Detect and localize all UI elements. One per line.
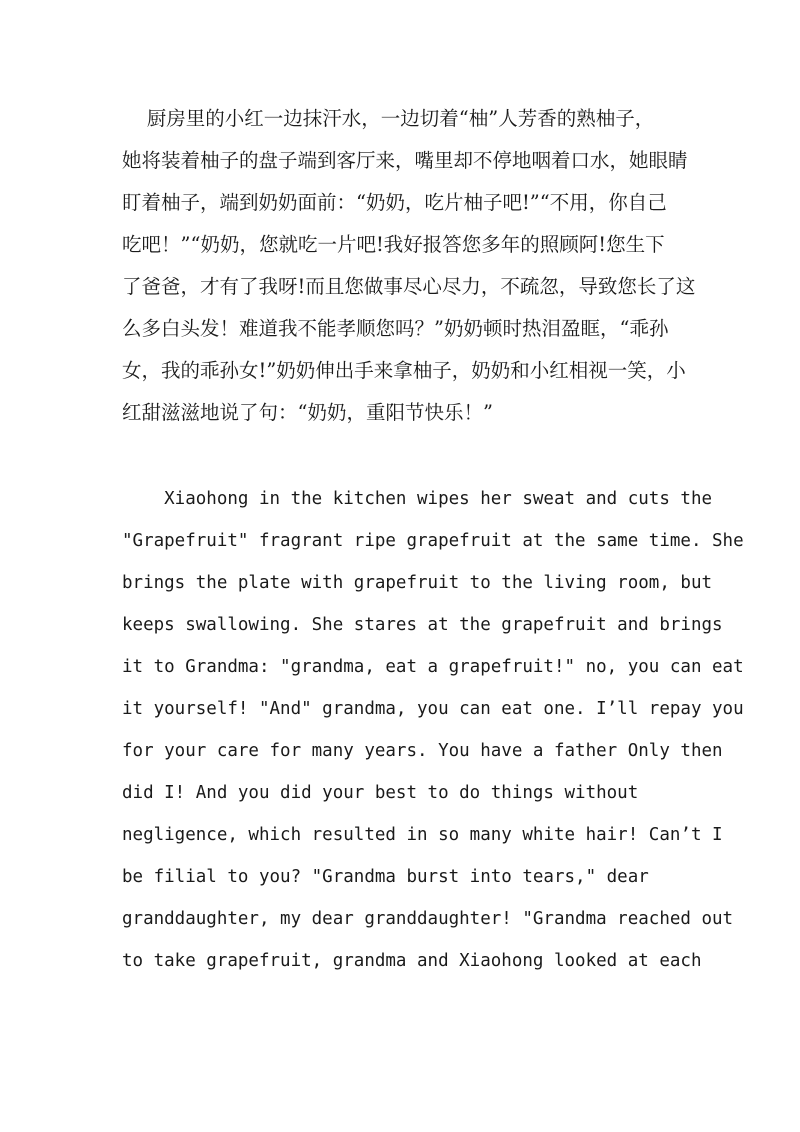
english-paragraph-line-10: be filial to you? "Grandma burst into tears," dear [122, 867, 649, 887]
english-paragraph-line-12: to take grapefruit, grandma and Xiaohong looked at each [122, 951, 702, 971]
chinese-paragraph-line-6: 么多白头发！难道我不能孝顺您吗？”奶奶顿时热泪盈眶，“乖孙 [122, 317, 669, 340]
english-paragraph-line-4: keeps swallowing. She stares at the grapefruit and brings [122, 615, 723, 635]
chinese-paragraph-line-5: 了爸爸，才有了我呀!而且您做事尽心尽力，不疏忽，导致您长了这 [122, 275, 696, 298]
chinese-paragraph-line-8: 红甜滋滋地说了句：“奶奶，重阳节快乐！” [122, 401, 493, 424]
english-paragraph-line-6: it yourself! "And" grandma, you can eat one. I’ll repay you [122, 699, 744, 719]
english-paragraph-line-9: negligence, which resulted in so many white hair! Can’t I [122, 825, 723, 845]
english-paragraph-line-7: for your care for many years. You have a father Only then [122, 741, 723, 761]
chinese-paragraph-line-3: 盯着柚子，端到奶奶面前：“奶奶，吃片柚子吧!”“不用，你自己 [122, 191, 667, 214]
chinese-paragraph-line-2: 她将装着柚子的盘子端到客厅来，嘴里却不停地咽着口水，她眼睛 [122, 149, 688, 172]
english-paragraph-line-1: Xiaohong in the kitchen wipes her sweat and cuts the [122, 489, 713, 509]
english-paragraph-line-5: it to Grandma: "grandma, eat a grapefruit!" no, you can eat [122, 657, 744, 677]
english-paragraph-line-8: did I! And you did your best to do things without [122, 783, 639, 803]
english-paragraph-line-11: granddaughter, my dear granddaughter! "Grandma reached out [122, 909, 734, 929]
english-paragraph-line-3: brings the plate with grapefruit to the living room, but [122, 573, 713, 593]
chinese-paragraph-line-1: 厨房里的小红一边抹汗水，一边切着“柚”人芳香的熟柚子， [122, 107, 655, 130]
chinese-paragraph-line-4: 吃吧！”“奶奶，您就吃一片吧!我好报答您多年的照顾阿!您生下 [122, 233, 665, 256]
chinese-paragraph-line-7: 女，我的乖孙女!”奶奶伸出手来拿柚子，奶奶和小红相视一笑，小 [122, 359, 686, 382]
english-paragraph-line-2: "Grapefruit" fragrant ripe grapefruit at the same time. She [122, 531, 744, 551]
